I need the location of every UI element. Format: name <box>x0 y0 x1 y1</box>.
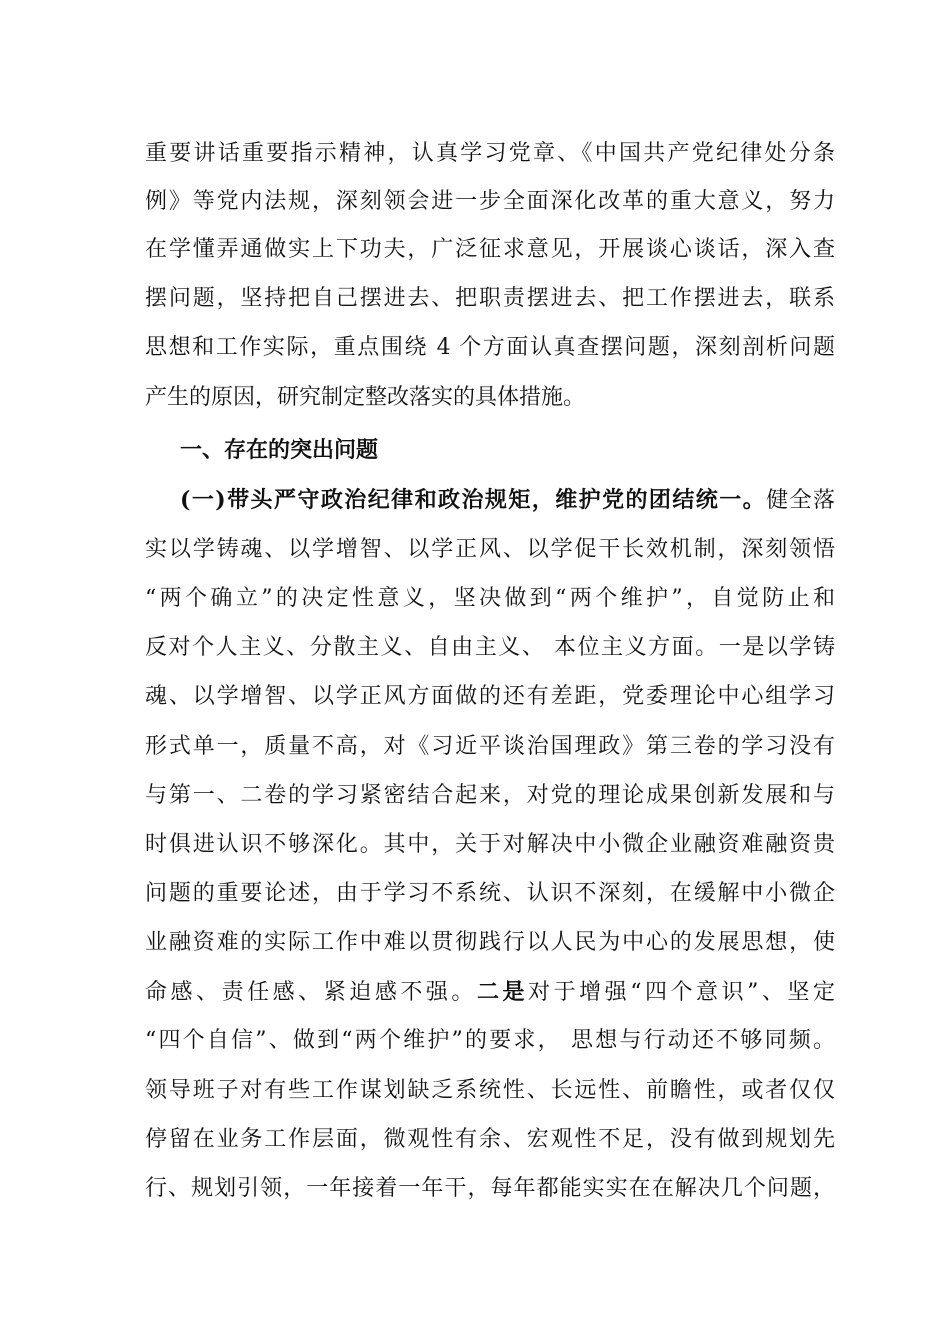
section-heading: 一、存在的突出问题 <box>180 437 379 463</box>
intro-line-4: 摆问题，坚持把自己摆进去、把职责摆进去、把工作摆进去，联系 <box>145 286 835 311</box>
subheading-bold-text: (一)带头严守政治纪律和政治规矩，维护党的团结统一。 <box>180 487 767 513</box>
body-line-9: 业融资难的实际工作中难以贯彻践行以人民为中心的发展思想，使 <box>145 930 835 955</box>
tail-line-1: “四个自信”、做到“两个维护”的要求， 思想与行动还不够同频。 <box>145 1028 835 1053</box>
intro-line-5: 思想和工作实际，重点围绕 4 个方面认真查摆问题，深刻剖析问题 <box>145 335 835 360</box>
body-line-10 <box>145 974 835 1010</box>
intro-line-3: 在学懂弄通做实上下功夫，广泛征求意见，开展谈心谈话，深入查 <box>145 237 835 262</box>
subheading-rest-text: 健全落 <box>766 488 835 513</box>
intro-line-6: 产生的原因，研究制定整改落实的具体措施。 <box>145 385 586 410</box>
body-line-10-post: 对于增强“四个意识”、坚定 <box>528 980 835 1005</box>
tail-line-2: 领导班子对有些工作谋划缺乏系统性、长远性、前瞻性，或者仅仅 <box>145 1078 835 1103</box>
intro-line-1: 重要讲话重要指示精神，认真学习党章、《中国共产党纪律处分条 <box>145 141 835 166</box>
body-line-4: 魂、以学增智、以学正风方面做的还有差距，党委理论中心组学习 <box>145 684 835 709</box>
body-line-3: 反对个人主义、分散主义、自由主义、 本位主义方面。一是以学铸 <box>145 635 835 660</box>
subheading-line <box>180 482 835 518</box>
body-line-7: 时俱进认识不够深化。其中，关于对解决中小微企业融资难融资贵 <box>145 832 835 857</box>
body-line-1: 实以学铸魂、以学增智、以学正风、以学促干长效机制，深刻领悟 <box>145 537 835 562</box>
intro-line-2: 例》等党内法规，深刻领会进一步全面深化改革的重大意义，努力 <box>145 189 835 214</box>
body-line-10-pre: 命感、责任感、紧迫感不强。 <box>145 980 477 1005</box>
body-line-6: 与第一、二卷的学习紧密结合起来，对党的理论成果创新发展和与 <box>145 783 835 808</box>
body-line-5: 形式单一，质量不高，对《习近平谈治国理政》第三卷的学习没有 <box>145 734 835 759</box>
tail-line-3: 停留在业务工作层面，微观性有余、宏观性不足，没有做到规划先 <box>145 1127 835 1152</box>
tail-line-4: 行、规划引领，一年接着一年干，每年都能实实在在解决几个问题， <box>145 1176 835 1201</box>
body-line-8: 问题的重要论述，由于学习不系统、认识不深刻，在缓解中小微企 <box>145 881 835 906</box>
body-line-2: “两个确立”的决定性意义，坚决做到“两个维护”，自觉防止和 <box>145 586 835 611</box>
er-shi-bold-text: 二是 <box>476 979 529 1005</box>
